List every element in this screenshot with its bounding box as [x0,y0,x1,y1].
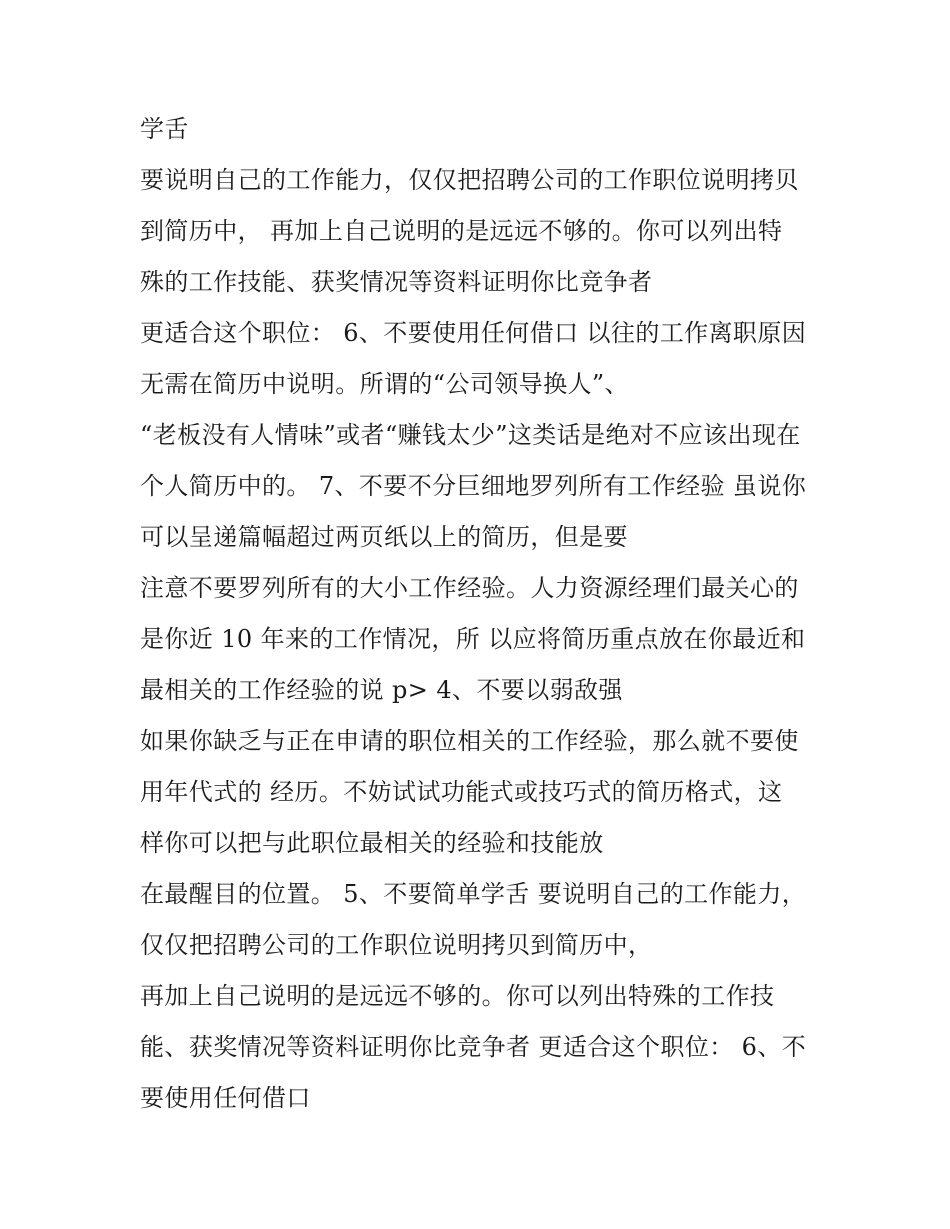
text-line: 殊的工作技能、获奖情况等资料证明你比竞争者 [140,268,653,296]
text-line: 再加上自己说明的是远远不够的。你可以列出特殊的工作技 [140,982,775,1010]
text-line: 仅仅把招聘公司的工作职位说明拷贝到简历中， [140,931,653,959]
text-line: 如果你缺乏与正在申请的职位相关的工作经验，那么就不要使 [140,727,799,755]
text-line: 无需在简历中说明。所谓的“公司领导换人”、 [140,370,629,398]
text-line: 能、获奖情况等资料证明你比竞争者 更适合这个职位： 6、不 [140,1033,807,1061]
text-line: 是你近 10 年来的工作情况，所 以应将简历重点放在你最近和 [140,625,806,653]
text-line: 在最醒目的位置。 5、不要简单学舌 要说明自己的工作能力， [140,880,807,908]
text-line: “老板没有人情味”或者“赚钱太少”这类话是绝对不应该出现在 [140,421,801,449]
text-line: 可以呈递篇幅超过两页纸以上的简历，但是要 [140,523,628,551]
text-line: 学舌 [140,115,189,143]
text-line: 个人简历中的。 7、不要不分巨细地罗列所有工作经验 虽说你 [140,472,807,500]
text-line: 注意不要罗列所有的大小工作经验。人力资源经理们最关心的 [140,574,799,602]
text-line: 要说明自己的工作能力，仅仅把招聘公司的工作职位说明拷贝 [140,166,799,194]
text-line: 要使用任何借口 [140,1084,311,1112]
text-line: 样你可以把与此职位最相关的经验和技能放 [140,829,604,857]
text-line: 更适合这个职位： 6、不要使用任何借口 以往的工作离职原因 [140,319,807,347]
text-line: 到简历中， 再加上自己说明的是远远不够的。你可以列出特 [140,217,783,245]
text-line: 用年代式的 经历。不妨试试功能式或技巧式的简历格式，这 [140,778,783,806]
body-text [140,104,830,1124]
text-line: 最相关的工作经验的说 p> 4、不要以弱敌强 [140,676,623,704]
